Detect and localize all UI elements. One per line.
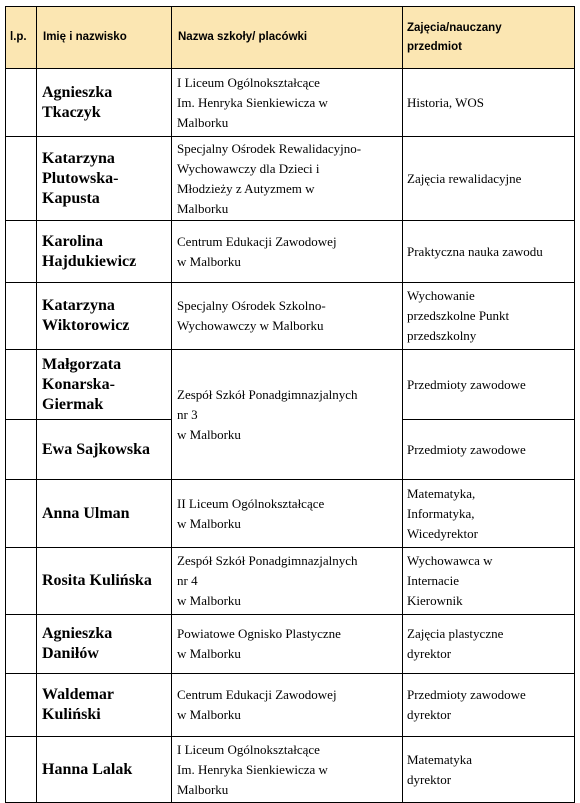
subject-cell: Historia, WOS bbox=[403, 69, 575, 137]
lp-cell bbox=[6, 69, 37, 137]
subject-cell: Przedmioty zawodowe bbox=[403, 350, 575, 420]
school-cell: Specjalny Ośrodek Rewalidacyjno- Wychowawczy dla Dzieci i Młodzieży z Autyzmem w Malborku bbox=[172, 137, 403, 221]
name-cell: Katarzyna Plutowska- Kapusta bbox=[37, 137, 172, 221]
table-row bbox=[6, 69, 575, 137]
subject-cell: Zajęcia plastyczne dyrektor bbox=[403, 615, 575, 674]
table-row bbox=[6, 615, 575, 674]
lp-cell bbox=[6, 137, 37, 221]
name-cell: Katarzyna Wiktorowicz bbox=[37, 283, 172, 350]
table-row bbox=[6, 548, 575, 615]
lp-cell bbox=[6, 221, 37, 283]
school-cell: Zespół Szkół Ponadgimnazjalnych nr 4 w Malborku bbox=[172, 548, 403, 615]
table-row bbox=[6, 480, 575, 548]
school-cell: I Liceum Ogólnokształcące Im. Henryka Sienkiewicza w Malborku bbox=[172, 69, 403, 137]
lp-cell bbox=[6, 737, 37, 803]
subject-cell: Wychowanie przedszkolne Punkt przedszkolny bbox=[403, 283, 575, 350]
subject-cell: Zajęcia rewalidacyjne bbox=[403, 137, 575, 221]
name-cell: Hanna Lalak bbox=[37, 737, 172, 803]
school-cell: Powiatowe Ognisko Plastyczne w Malborku bbox=[172, 615, 403, 674]
header-name: Imię i nazwisko bbox=[37, 7, 172, 69]
lp-cell bbox=[6, 674, 37, 737]
name-cell: Rosita Kulińska bbox=[37, 548, 172, 615]
school-cell: I Liceum Ogólnokształcące Im. Henryka Sienkiewicza w Malborku bbox=[172, 737, 403, 803]
school-cell: Zespół Szkół Ponadgimnazjalnych nr 3 w Malborku bbox=[172, 350, 403, 480]
table-row bbox=[6, 674, 575, 737]
lp-cell bbox=[6, 480, 37, 548]
subject-cell: Przedmioty zawodowe bbox=[403, 420, 575, 480]
header-school: Nazwa szkoły/ placówki bbox=[172, 7, 403, 69]
name-cell: Agnieszka Daniłów bbox=[37, 615, 172, 674]
subject-cell: Przedmioty zawodowe dyrektor bbox=[403, 674, 575, 737]
school-cell: Centrum Edukacji Zawodowej w Malborku bbox=[172, 674, 403, 737]
name-cell: Małgorzata Konarska- Giermak bbox=[37, 350, 172, 420]
teachers-table-container bbox=[5, 6, 575, 803]
table-row bbox=[6, 350, 575, 420]
header-subject: Zajęcia/nauczany przedmiot bbox=[403, 7, 575, 69]
table-row bbox=[6, 221, 575, 283]
table-row bbox=[6, 283, 575, 350]
lp-cell bbox=[6, 548, 37, 615]
table-row bbox=[6, 137, 575, 221]
header-row bbox=[6, 7, 575, 69]
school-cell: II Liceum Ogólnokształcące w Malborku bbox=[172, 480, 403, 548]
lp-cell bbox=[6, 420, 37, 480]
subject-cell: Wychowawca w Internacie Kierownik bbox=[403, 548, 575, 615]
name-cell: Anna Ulman bbox=[37, 480, 172, 548]
name-cell: Karolina Hajdukiewicz bbox=[37, 221, 172, 283]
lp-cell bbox=[6, 350, 37, 420]
header-lp: l.p. bbox=[6, 7, 37, 69]
school-cell: Specjalny Ośrodek Szkolno- Wychowawczy w Malborku bbox=[172, 283, 403, 350]
school-cell: Centrum Edukacji Zawodowej w Malborku bbox=[172, 221, 403, 283]
lp-cell bbox=[6, 283, 37, 350]
subject-cell: Matematyka, Informatyka, Wicedyrektor bbox=[403, 480, 575, 548]
lp-cell bbox=[6, 615, 37, 674]
teachers-table bbox=[5, 6, 575, 803]
table-row bbox=[6, 737, 575, 803]
subject-cell: Matematyka dyrektor bbox=[403, 737, 575, 803]
subject-cell: Praktyczna nauka zawodu bbox=[403, 221, 575, 283]
name-cell: Waldemar Kuliński bbox=[37, 674, 172, 737]
name-cell: Ewa Sajkowska bbox=[37, 420, 172, 480]
name-cell: Agnieszka Tkaczyk bbox=[37, 69, 172, 137]
